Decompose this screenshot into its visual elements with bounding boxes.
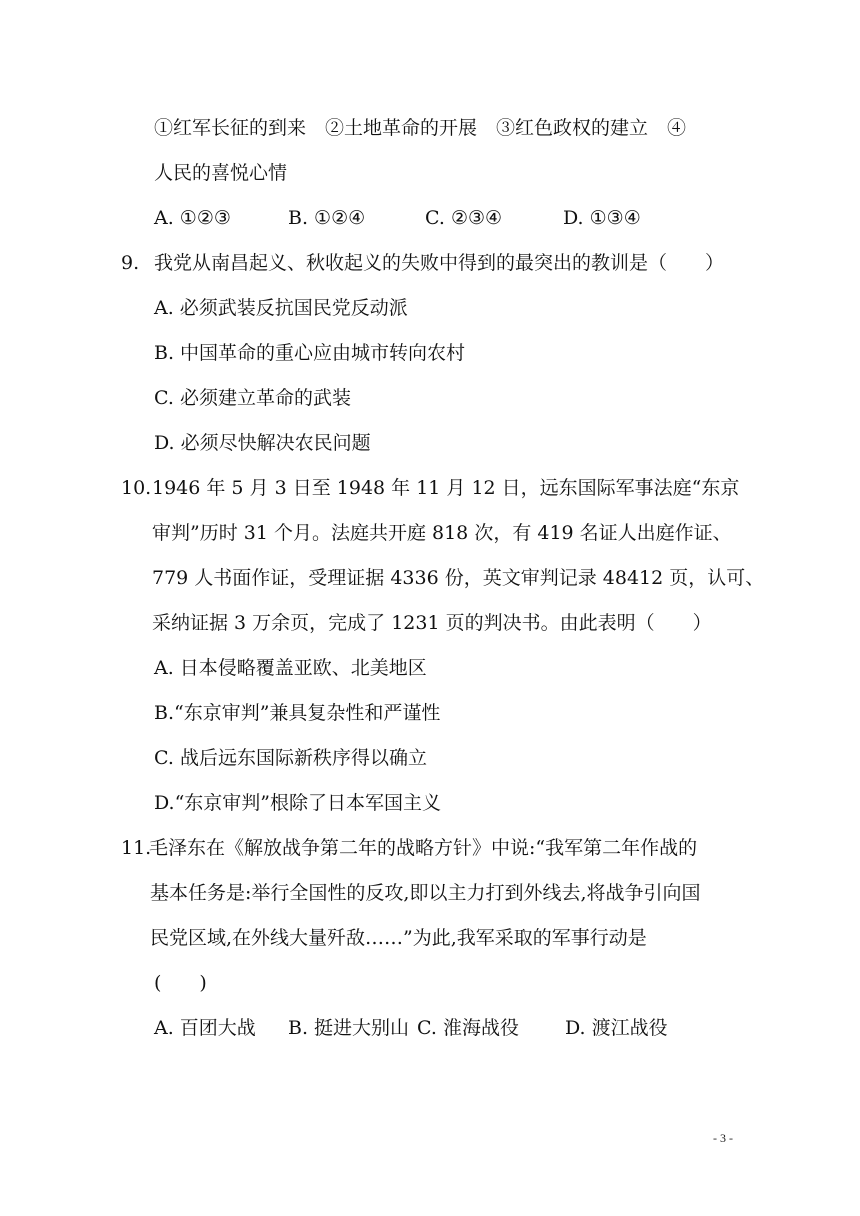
q9-stem — [121, 250, 724, 276]
q11-option-c[interactable]: C. 淮海战役 — [417, 1017, 519, 1039]
q11-stem-line-1 — [121, 835, 697, 861]
q11-option-d[interactable]: D. 渡江战役 — [565, 1017, 668, 1039]
q11-stem-text-1: 毛泽东在《解放战争第二年的战略方针》中说:“我军第二年作战的 — [149, 837, 698, 859]
page-number: - 3 - — [713, 1131, 733, 1145]
q10-stem-line-1 — [121, 475, 739, 501]
q8-statements-line-1: ①红军长征的到来 ②土地革命的开展 ③红色政权的建立 ④ — [154, 117, 687, 139]
q8-option-b[interactable]: B. ①②④ — [288, 207, 366, 229]
q8-statements-line-2: 人民的喜悦心情 — [154, 162, 288, 184]
q11-stem-line-2: 基本任务是:举行全国性的反攻,即以主力打到外线去,将战争引向国 — [150, 882, 701, 904]
q10-stem-line-2: 审判”历时 31 个月。法庭共开庭 818 次，有 419 名证人出庭作证、 — [152, 522, 732, 544]
q9-option-b[interactable]: B. 中国革命的重心应由城市转向农村 — [154, 342, 466, 364]
q8-options — [154, 205, 714, 231]
q8-option-c[interactable]: C. ②③④ — [425, 207, 503, 229]
q11-option-a[interactable]: A. 百团大战 — [154, 1017, 256, 1039]
q9-option-d[interactable]: D. 必须尽快解决农民问题 — [154, 432, 371, 454]
q9-option-c[interactable]: C. 必须建立革命的武装 — [154, 387, 351, 409]
q11-option-b[interactable]: B. 挺进大别山 — [288, 1017, 410, 1039]
q11-options — [154, 1015, 714, 1041]
q10-option-a[interactable]: A. 日本侵略覆盖亚欧、北美地区 — [154, 657, 427, 679]
q9-stem-text: 我党从南昌起义、秋收起义的失败中得到的最突出的教训是（ ） — [154, 252, 725, 274]
q11-number: 11. — [121, 837, 152, 859]
q10-option-b[interactable]: B.“东京审判”兼具复杂性和严谨性 — [154, 702, 441, 724]
q10-stem-text-1: 1946 年 5 月 3 日至 1948 年 11 月 12 日，远东国际军事法庭“东京 — [152, 477, 740, 499]
q10-option-d[interactable]: D.“东京审判”根除了日本军国主义 — [154, 792, 442, 814]
q8-option-d[interactable]: D. ①③④ — [563, 207, 641, 229]
q10-option-c[interactable]: C. 战后远东国际新秩序得以确立 — [154, 747, 427, 769]
q11-stem-line-3: 民党区域,在外线大量歼敌……”为此,我军采取的军事行动是 — [150, 927, 647, 949]
q9-option-a[interactable]: A. 必须武装反抗国民党反动派 — [154, 297, 408, 319]
q8-option-a[interactable]: A. ①②③ — [154, 207, 231, 229]
q11-answer-blank: ( ) — [154, 972, 207, 994]
q10-stem-line-4: 采纳证据 3 万余页，完成了 1231 页的判决书。由此表明（ ） — [152, 612, 712, 634]
q10-stem-line-3: 779 人书面作证，受理证据 4336 份，英文审判记录 48412 页，认可、 — [152, 567, 765, 589]
q9-number: 9. — [121, 252, 140, 274]
q10-number: 10. — [121, 477, 152, 499]
